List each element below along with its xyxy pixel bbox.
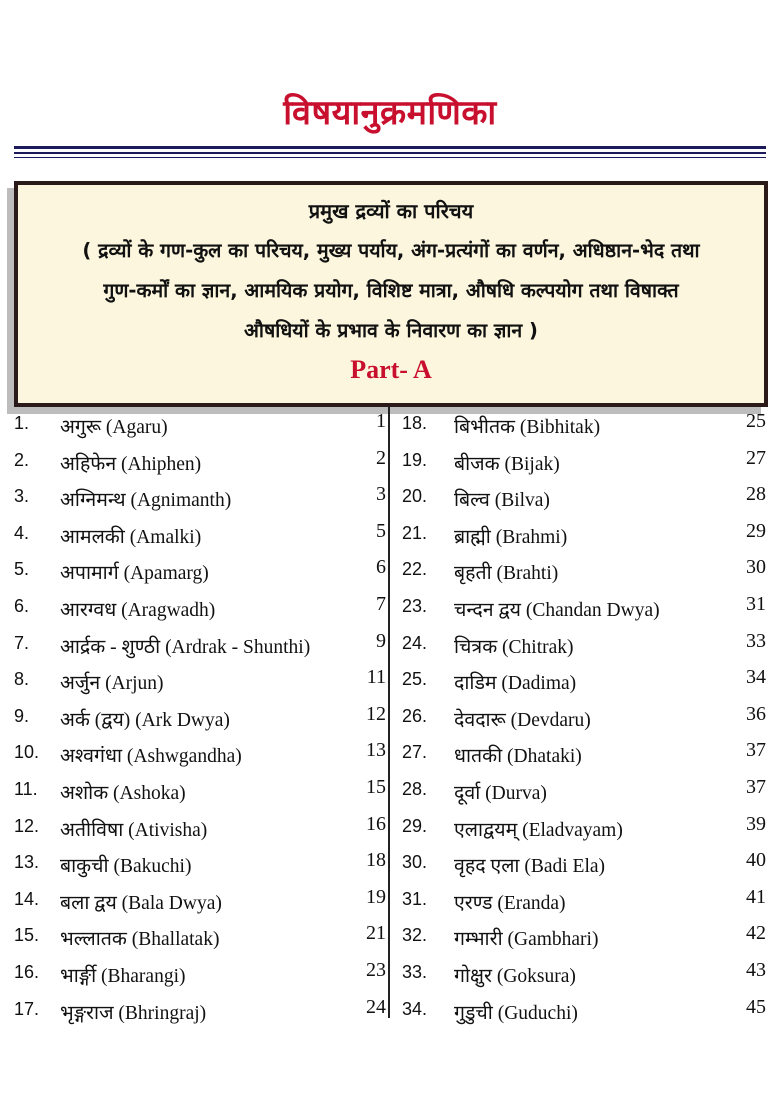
entry-name: अर्जुन (Arjun) [60,673,164,695]
entry-number: 26. [402,705,428,726]
section-intro-box [14,181,768,407]
entry-number: 25. [402,669,428,690]
entry-number: 8. [14,669,30,690]
entry-number: 23. [402,595,428,616]
entry-number: 2. [14,449,30,470]
entry-name: बिल्व (Bilva) [454,490,550,512]
entry-name: अगुरू (Agaru) [60,417,168,438]
toc-entry [14,990,386,1027]
entry-number: 29. [402,815,428,836]
entry-page-number: 12 [366,702,386,725]
toc-entry [402,404,766,441]
entry-number: 13. [14,852,40,873]
entry-number: 20. [402,486,428,507]
entry-name: बला द्वय (Bala Dwya) [60,892,222,914]
toc-entry [402,807,766,844]
entry-name: देवदारू (Devdaru) [454,709,591,731]
toc-entry [14,770,386,807]
toc-entry [14,880,386,917]
entry-page-number: 19 [366,885,386,908]
entry-number: 3. [14,486,30,507]
entry-name: दूर्वा (Durva) [454,782,547,804]
entry-page-number: 16 [366,812,386,835]
entry-number: 4. [14,522,30,543]
entry-name: एरण्ड (Eranda) [454,892,566,914]
entry-name: धातकी (Dhataki) [454,746,582,768]
entry-number: 10. [14,742,40,763]
entry-page-number: 39 [746,812,766,835]
entry-name: चन्दन द्वय (Chandan Dwya) [454,599,660,621]
toc-entry [14,404,386,441]
entry-number: 24. [402,632,428,653]
entry-number: 21. [402,522,428,543]
entry-number: 7. [14,632,30,653]
column-divider [388,406,390,1018]
toc-entry [14,624,386,661]
entry-page-number: 37 [746,775,766,798]
toc-entry [14,807,386,844]
entry-number: 30. [402,852,428,873]
toc-entry [402,843,766,880]
entry-name: चित्रक (Chitrak) [454,636,574,658]
entry-name: भृङ्गराज (Bhringraj) [60,1002,207,1024]
toc-entry [402,953,766,990]
entry-page-number: 37 [746,739,766,762]
entry-name: गम्भारी (Gambhari) [454,929,599,951]
entry-page-number: 29 [746,519,766,542]
entry-page-number: 33 [746,629,766,652]
entry-name: अर्क (द्वय) (Ark Dwya) [60,709,230,731]
entry-number: 33. [402,961,428,982]
toc-entry [402,880,766,917]
entry-page-number: 1 [376,410,386,432]
entry-name: एलाद्वयम् (Eladvayam) [454,819,623,841]
entry-name: अतीविषा (Ativisha) [60,819,208,841]
entry-page-number: 43 [746,958,766,981]
toc-entry [14,441,386,478]
toc-entry [14,697,386,734]
entry-number: 15. [14,925,40,946]
toc-entry [402,660,766,697]
entry-page-number: 15 [366,775,386,798]
toc-entry [14,550,386,587]
entry-name: बृहती (Brahti) [454,563,559,585]
entry-page-number: 23 [366,958,386,981]
entry-name: आमलकी (Amalki) [60,526,202,548]
section-heading: प्रमुख द्रव्यों का परिचय [308,199,474,223]
entry-name: ब्राह्मी (Brahmi) [454,526,568,548]
entry-page-number: 7 [376,592,386,615]
entry-name: आरग्वध (Aragwadh) [60,599,216,621]
entry-page-number: 42 [746,922,766,945]
entry-page-number: 36 [746,702,766,725]
title-rule-thick [14,146,766,149]
toc-entry [14,843,386,880]
toc-entry [402,477,766,514]
entry-name: गोक्षुर (Goksura) [454,965,576,987]
entry-name: वृहद एला (Badi Ela) [454,856,606,878]
entry-page-number: 13 [366,739,386,762]
toc-column-left [14,404,386,1026]
entry-number: 12. [14,815,40,836]
toc-entry [402,587,766,624]
toc-entry [14,514,386,551]
entry-name: बीजक (Bijak) [454,453,560,475]
entry-number: 6. [14,595,30,616]
entry-page-number: 40 [746,849,766,872]
title-rule-medium [14,152,766,154]
entry-number: 14. [14,888,40,909]
entry-page-number: 45 [746,995,766,1018]
page-title: विषयानुक्रमणिका [283,93,497,133]
entry-page-number: 31 [746,592,766,615]
entry-name: अहिफेन (Ahiphen) [60,453,202,475]
entry-page-number: 30 [746,556,766,579]
entry-number: 32. [402,925,428,946]
entry-page-number: 27 [746,446,766,469]
entry-name: दाडिम (Dadima) [454,673,577,695]
toc-entry [14,587,386,624]
toc-entry [402,733,766,770]
toc-entry [402,697,766,734]
entry-name: भल्लातक (Bhallatak) [60,929,220,951]
toc-entry [14,477,386,514]
entry-name: बाकुची (Bakuchi) [60,856,192,878]
entry-name: अश्वगंधा (Ashwgandha) [60,746,242,768]
description-line: औषधियों के प्रभाव के निवारण का ज्ञान ) [244,319,538,342]
toc-column-right [402,404,766,1026]
entry-page-number: 2 [376,446,386,469]
entry-page-number: 28 [746,483,766,506]
entry-number: 19. [402,449,428,470]
title-rule-thin [14,157,766,158]
entry-page-number: 9 [376,629,386,652]
entry-name: अपामार्ग (Apamarg) [60,563,209,585]
toc-entry [14,916,386,953]
entry-page-number: 5 [376,519,386,542]
toc-entry [402,550,766,587]
toc-entry [402,990,766,1027]
description-line: ( द्रव्यों के गण-कुल का परिचय, मुख्य पर्याय, अंग-प्रत्यंगों का वर्णन, अधिष्ठान-भेद तथा [82,239,700,262]
entry-page-number: 34 [746,666,766,689]
entry-page-number: 3 [376,483,386,506]
entry-number: 31. [402,888,428,909]
entry-number: 11. [14,778,38,799]
description-line: गुण-कर्मों का ज्ञान, आमयिक प्रयोग, विशिष्ट मात्रा, औषधि कल्पयोग तथा विषाक्त [103,279,679,302]
entry-number: 22. [402,559,428,580]
toc-entry [14,660,386,697]
entry-number: 17. [14,998,40,1019]
entry-page-number: 18 [366,849,386,872]
toc-entry [402,770,766,807]
toc-entry [14,733,386,770]
entry-page-number: 25 [746,410,766,432]
entry-name: आर्द्रक - शुण्ठी (Ardrak - Shunthi) [60,636,311,658]
part-label: Part- A [350,355,432,384]
section-description [18,231,764,351]
entry-page-number: 21 [366,922,386,945]
toc-entry [14,953,386,990]
toc-entry [402,514,766,551]
toc-entry [402,624,766,661]
entry-number: 27. [402,742,428,763]
entry-number: 34. [402,998,428,1019]
entry-name: गुडुची (Guduchi) [454,1002,578,1024]
entry-page-number: 24 [366,995,386,1018]
toc-entry [402,916,766,953]
entry-name: भार्ङ्गी (Bharangi) [60,965,186,987]
entry-name: बिभीतक (Bibhitak) [454,417,601,438]
entry-number: 28. [402,778,428,799]
entry-name: अग्निमन्थ (Agnimanth) [60,490,232,512]
entry-number: 16. [14,961,40,982]
entry-page-number: 11 [366,666,386,689]
entry-number: 5. [14,559,30,580]
entry-name: अशोक (Ashoka) [60,782,186,804]
entry-page-number: 41 [746,885,766,908]
toc-entry [402,441,766,478]
entry-number: 9. [14,705,30,726]
entry-number: 1. [14,413,30,433]
entry-page-number: 6 [376,556,386,579]
entry-number: 18. [402,413,428,433]
